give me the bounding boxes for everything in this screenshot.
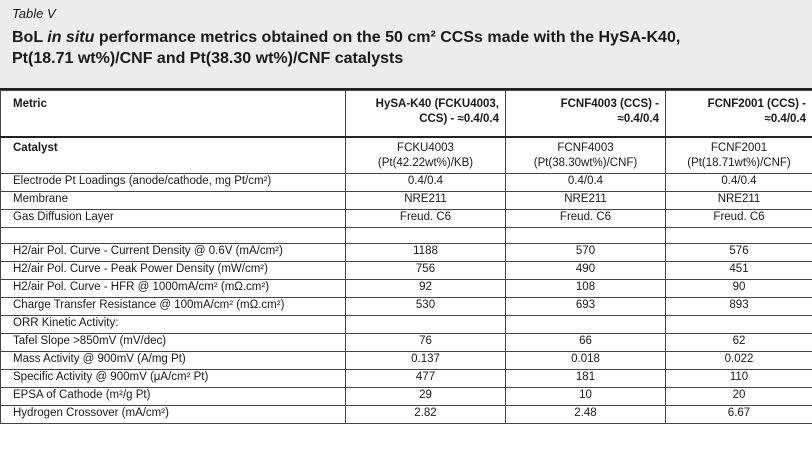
table-row — [1, 261, 812, 279]
header-col1 — [346, 91, 506, 137]
row-value-col1: 0.4/0.4 — [346, 173, 506, 191]
catalyst-col3-line2: (Pt(18.71wt%)/CNF) — [687, 156, 791, 169]
row-value-col2: 10 — [506, 387, 666, 405]
row-value-col1: 92 — [346, 279, 506, 297]
row-label: Specific Activity @ 900mV (μA/cm² Pt) — [1, 369, 346, 387]
table-row — [1, 315, 812, 333]
spacer-cell — [1, 227, 346, 243]
spacer-row — [1, 227, 812, 243]
row-value-col3: 0.4/0.4 — [666, 173, 812, 191]
row-label: Electrode Pt Loadings (anode/cathode, mg Pt/cm²) — [1, 173, 346, 191]
caption-line2: Pt(18.71 wt%)/CNF and Pt(38.30 wt%)/CNF catalysts — [12, 50, 404, 67]
table-row — [1, 243, 812, 261]
row-value-col2: 490 — [506, 261, 666, 279]
header-row — [1, 91, 812, 137]
header-col3-line2: ≈0.4/0.4 — [764, 113, 806, 125]
row-label: Charge Transfer Resistance @ 100mA/cm² (mΩ.cm²) — [1, 297, 346, 315]
table-row — [1, 279, 812, 297]
table-caption — [12, 27, 804, 69]
row-value-col3: 451 — [666, 261, 812, 279]
caption-italic: in situ — [47, 29, 95, 46]
catalyst-label: Catalyst — [1, 137, 346, 174]
row-value-col2: 0.4/0.4 — [506, 173, 666, 191]
row-value-col2: 181 — [506, 369, 666, 387]
row-label: Tafel Slope >850mV (mV/dec) — [1, 333, 346, 351]
row-value-col3 — [666, 315, 812, 333]
row-value-col2: 2.48 — [506, 405, 666, 423]
metrics-table — [0, 90, 812, 424]
row-value-col1: 756 — [346, 261, 506, 279]
row-value-col3: Freud. C6 — [666, 209, 812, 227]
caption-line1-rest: performance metrics obtained on the 50 cm² CCSs made with the HySA-K40, — [94, 29, 681, 46]
catalyst-col2-line1: FCNF4003 — [557, 141, 614, 154]
row-label: Membrane — [1, 191, 346, 209]
row-value-col3: 576 — [666, 243, 812, 261]
header-col1-line1: HySA-K40 (FCKU4003, — [375, 98, 499, 110]
table-row — [1, 191, 812, 209]
row-value-col1: NRE211 — [346, 191, 506, 209]
row-value-col1: 76 — [346, 333, 506, 351]
catalyst-row — [1, 137, 812, 174]
row-label: EPSA of Cathode (m²/g Pt) — [1, 387, 346, 405]
row-value-col2 — [506, 315, 666, 333]
spacer-cell — [666, 227, 812, 243]
header-col2-line2: ≈0.4/0.4 — [617, 113, 659, 125]
table-row — [1, 369, 812, 387]
row-value-col3: 62 — [666, 333, 812, 351]
row-value-col3: 0.022 — [666, 351, 812, 369]
row-value-col2: 570 — [506, 243, 666, 261]
header-col1-line2: CCS) - ≈0.4/0.4 — [419, 113, 499, 125]
catalyst-col3-line1: FCNF2001 — [710, 141, 768, 154]
table-row — [1, 387, 812, 405]
table-row — [1, 405, 812, 423]
row-label: H2/air Pol. Curve - Current Density @ 0.6V (mA/cm²) — [1, 243, 346, 261]
table-label: Table V — [12, 6, 56, 21]
table-row — [1, 351, 812, 369]
row-label: H2/air Pol. Curve - Peak Power Density (mW/cm²) — [1, 261, 346, 279]
catalyst-col1-line1: FCKU4003 — [397, 141, 454, 154]
row-value-col1: 1188 — [346, 243, 506, 261]
row-value-col2: 108 — [506, 279, 666, 297]
row-value-col1 — [346, 315, 506, 333]
spacer-cell — [506, 227, 666, 243]
row-value-col2: 66 — [506, 333, 666, 351]
spacer-cell — [346, 227, 506, 243]
header-metric: Metric — [1, 91, 346, 137]
row-label: H2/air Pol. Curve - HFR @ 1000mA/cm² (mΩ.cm²) — [1, 279, 346, 297]
row-value-col1: 2.82 — [346, 405, 506, 423]
table-row — [1, 297, 812, 315]
table-title-box — [0, 0, 812, 88]
table-row — [1, 333, 812, 351]
header-col3 — [666, 91, 812, 137]
row-value-col1: 29 — [346, 387, 506, 405]
row-value-col2: Freud. C6 — [506, 209, 666, 227]
row-value-col3: 893 — [666, 297, 812, 315]
table-row — [1, 173, 812, 191]
row-value-col1: 0.137 — [346, 351, 506, 369]
row-label: ORR Kinetic Activity: — [1, 315, 346, 333]
caption-prefix: BoL — [12, 29, 48, 46]
row-value-col3: 110 — [666, 369, 812, 387]
header-col2-line1: FCNF4003 (CCS) - — [560, 98, 659, 110]
row-value-col2: 0.018 — [506, 351, 666, 369]
row-label: Mass Activity @ 900mV (A/mg Pt) — [1, 351, 346, 369]
catalyst-col3 — [666, 137, 812, 174]
catalyst-col1 — [346, 137, 506, 174]
row-value-col1: 477 — [346, 369, 506, 387]
table-row — [1, 209, 812, 227]
catalyst-col2 — [506, 137, 666, 174]
row-value-col3: 20 — [666, 387, 812, 405]
row-label: Gas Diffusion Layer — [1, 209, 346, 227]
header-col2 — [506, 91, 666, 137]
catalyst-col2-line2: (Pt(38.30wt%)/CNF) — [533, 156, 638, 169]
row-value-col1: Freud. C6 — [346, 209, 506, 227]
row-value-col2: NRE211 — [506, 191, 666, 209]
row-value-col1: 530 — [346, 297, 506, 315]
row-value-col2: 693 — [506, 297, 666, 315]
row-label: Hydrogen Crossover (mA/cm²) — [1, 405, 346, 423]
row-value-col3: 6.67 — [666, 405, 812, 423]
row-value-col3: NRE211 — [666, 191, 812, 209]
catalyst-col1-line2: (Pt(42.22wt%)/KB) — [377, 156, 474, 169]
header-col3-line1: FCNF2001 (CCS) - — [707, 98, 806, 110]
row-value-col3: 90 — [666, 279, 812, 297]
